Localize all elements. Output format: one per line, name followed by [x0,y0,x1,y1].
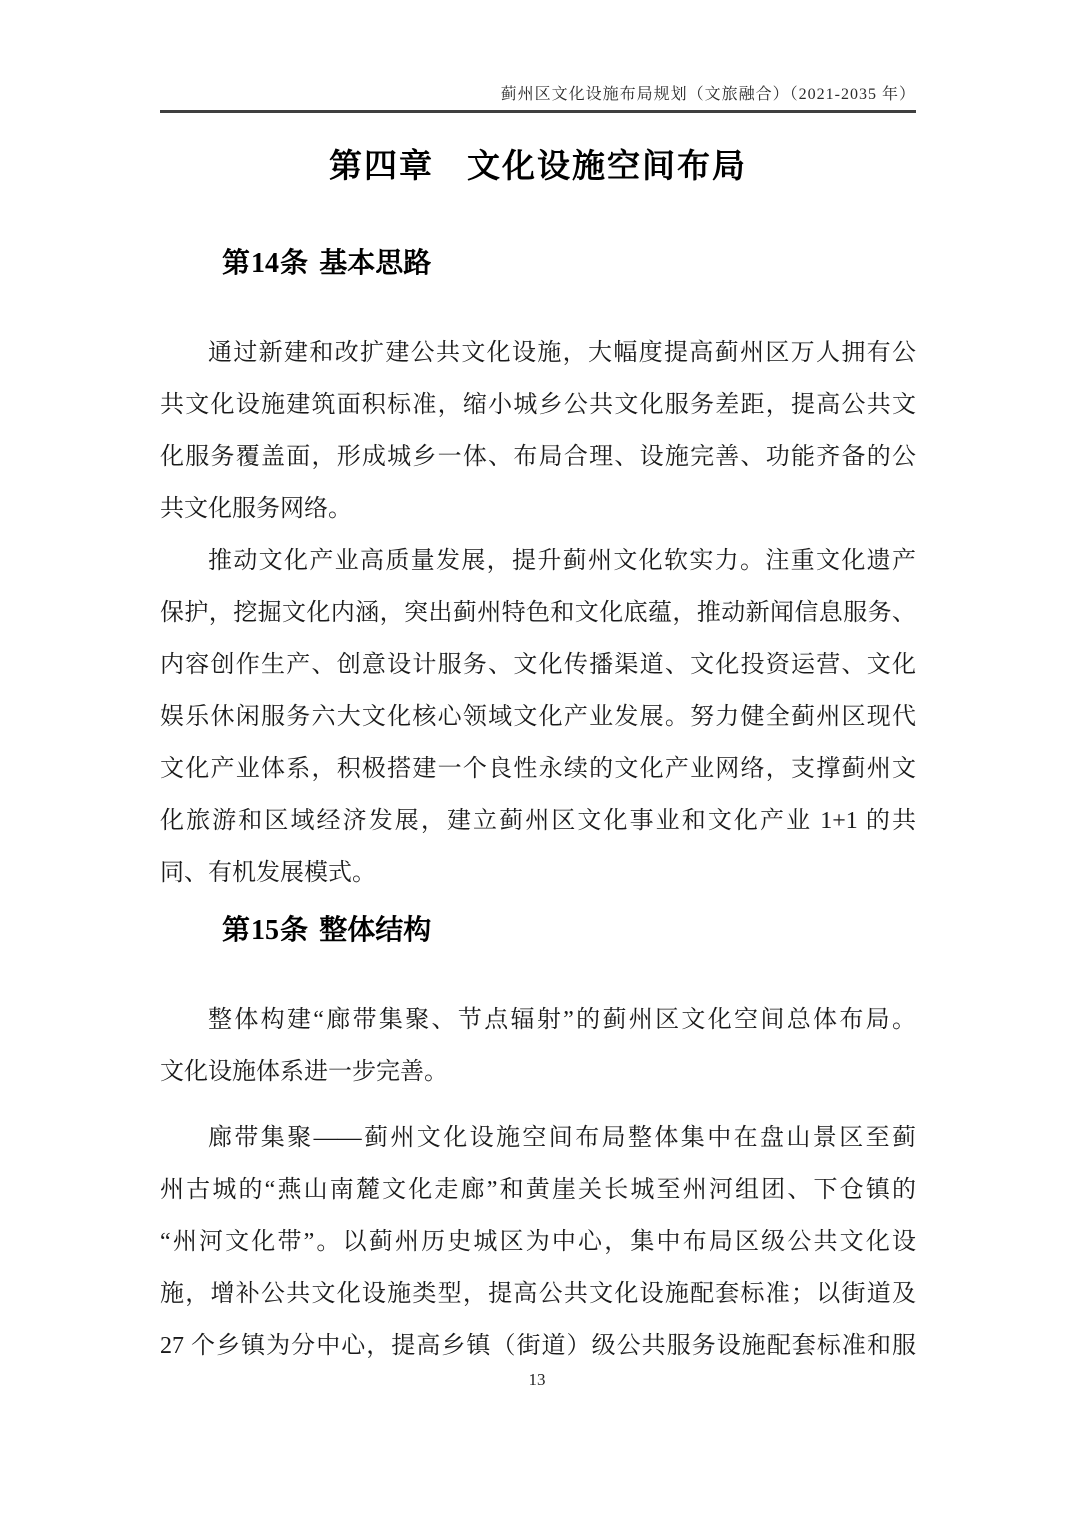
body-line: 施，增补公共文化设施类型，提高公共文化设施配套标准；以街道及 [160,1281,916,1307]
section-14-number: 14 [251,248,280,279]
section-15-number: 15 [251,915,280,946]
section-15-title: 整体结构 [319,914,432,945]
body-line: 共文化服务网络。 [160,496,352,522]
running-header [160,0,916,113]
section-14-title: 基本思路 [319,247,432,278]
body-line: 廊带集聚——蓟州文化设施空间布局整体集中在盘山景区至蓟 [208,1125,916,1151]
section-15-prefix: 第 [222,914,251,945]
body-line: “州河文化带”。以蓟州历史城区为中心，集中布局区级公共文化设 [160,1229,916,1255]
running-header-title: 蓟州区文化设施布局规划（文旅融合）（2021-2035 年） [500,86,916,103]
section-14-heading [222,246,916,281]
chapter-number: 第四章 [329,147,434,184]
body-line: 内容创作生产、创意设计服务、文化传播渠道、文化投资运营、文化 [160,652,916,678]
body-line: 保护，挖掘文化内涵，突出蓟州特色和文化底蕴，推动新闻信息服务、 [160,600,916,626]
body-line: 化旅游和区域经济发展，建立蓟州区文化事业和文化产业 1+1 的共 [160,808,916,834]
body-line: 文化设施体系进一步完善。 [160,1059,448,1085]
chapter-title-text: 文化设施空间布局 [467,147,747,184]
section-15-suffix: 条 [280,914,309,945]
body-line: 推动文化产业高质量发展，提升蓟州文化软实力。注重文化遗产 [208,548,916,574]
paragraph [160,994,916,1098]
body-line: 27 个乡镇为分中心，提高乡镇（街道）级公共服务设施配套标准和服 [160,1333,916,1359]
paragraph [160,327,916,535]
body-line: 文化产业体系，积极搭建一个良性永续的文化产业网络，支撑蓟州文 [160,756,916,782]
body-line: 整体构建“廊带集聚、节点辐射”的蓟州区文化空间总体布局。 [208,1007,916,1033]
body-line: 州古城的“燕山南麓文化走廊”和黄崖关长城至州河组团、下仓镇的 [160,1177,916,1203]
section-15-heading [222,913,916,948]
body-line: 通过新建和改扩建公共文化设施，大幅度提高蓟州区万人拥有公 [208,340,916,366]
body-line: 共文化设施建筑面积标准，缩小城乡公共文化服务差距，提高公共文 [160,392,916,418]
body-line: 化服务覆盖面，形成城乡一体、布局合理、设施完善、功能齐备的公 [160,444,916,470]
paragraph [160,535,916,899]
section-14-suffix: 条 [280,247,309,278]
header-rule [160,110,916,113]
chapter-title [160,146,916,186]
body-line: 同、有机发展模式。 [160,860,376,886]
paragraph [160,1112,916,1372]
section-14-prefix: 第 [222,247,251,278]
page-number: 13 [528,1370,546,1389]
body-line: 娱乐休闲服务六大文化核心领域文化产业发展。努力健全蓟州区现代 [160,704,916,730]
